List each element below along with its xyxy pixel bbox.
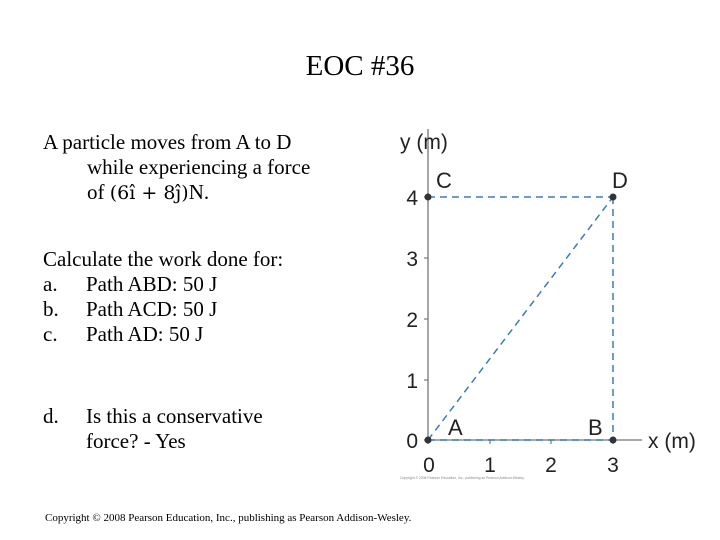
- list-item-text: Path AD: 50 J: [86, 322, 204, 346]
- x-tick-label: 1: [484, 454, 496, 477]
- list-marker: a.: [43, 272, 58, 296]
- intro-line-2: while experiencing a force: [87, 155, 311, 179]
- point-a-marker: [425, 437, 432, 444]
- calc-item-c: [43, 322, 373, 347]
- point-b-label: B: [588, 415, 603, 440]
- point-d-marker: [610, 194, 617, 201]
- point-c-label: C: [436, 168, 452, 193]
- list-item-text: Path ABD: 50 J: [86, 272, 218, 296]
- intro-line-3: [43, 180, 353, 206]
- x-tick-labels: [423, 454, 619, 477]
- calc-item-a: [43, 272, 373, 297]
- calc-heading: Calculate the work done for:: [43, 247, 284, 271]
- y-tick-label: 1: [406, 370, 418, 393]
- y-tick-label: 0: [406, 430, 418, 453]
- question-item-d: [43, 404, 373, 454]
- y-tick-label: 3: [406, 248, 418, 271]
- y-axis-label: y (m): [400, 131, 448, 154]
- x-tick-label: 0: [423, 454, 435, 477]
- point-a-label: A: [448, 415, 463, 440]
- path-ad: [428, 197, 613, 440]
- path-diagram: [380, 125, 720, 480]
- point-b-marker: [610, 437, 617, 444]
- conservative-question: [43, 404, 373, 454]
- slide-title: EOC #36: [305, 50, 415, 82]
- force-unit: N.: [188, 180, 210, 204]
- question-text: [86, 404, 263, 454]
- dashed-paths: [428, 197, 613, 440]
- x-tick-label: 2: [545, 454, 557, 477]
- y-tick-label: 2: [406, 309, 418, 332]
- intro-of: of: [87, 180, 105, 204]
- problem-statement: [43, 130, 353, 206]
- list-item-text: Path ACD: 50 J: [86, 297, 218, 321]
- question-line-1: Is this a conservative: [86, 404, 263, 428]
- x-axis-label: x (m): [648, 430, 696, 453]
- y-tick-label: 4: [406, 187, 418, 210]
- list-marker: c.: [43, 322, 58, 346]
- list-marker: d.: [43, 404, 59, 428]
- point-d-label: D: [612, 168, 628, 193]
- copyright-footer: Copyright © 2008 Pearson Education, Inc., publishing as Pearson Addison-Wesley.: [45, 512, 412, 524]
- point-c-marker: [425, 194, 432, 201]
- intro-line-1: A particle moves from A to D: [43, 130, 292, 154]
- figure-credit: Copyright © 2008 Pearson Education, Inc., publishing as Pearson Addison-Wesley.: [400, 476, 525, 480]
- x-tick-label: 3: [607, 454, 619, 477]
- list-marker: b.: [43, 297, 59, 321]
- question-line-2: force? - Yes: [86, 429, 186, 453]
- y-tick-labels: [406, 187, 418, 453]
- calc-item-b: [43, 297, 373, 322]
- calculation-list: [43, 247, 373, 347]
- force-vector: (6î + 8ĵ): [109, 182, 189, 204]
